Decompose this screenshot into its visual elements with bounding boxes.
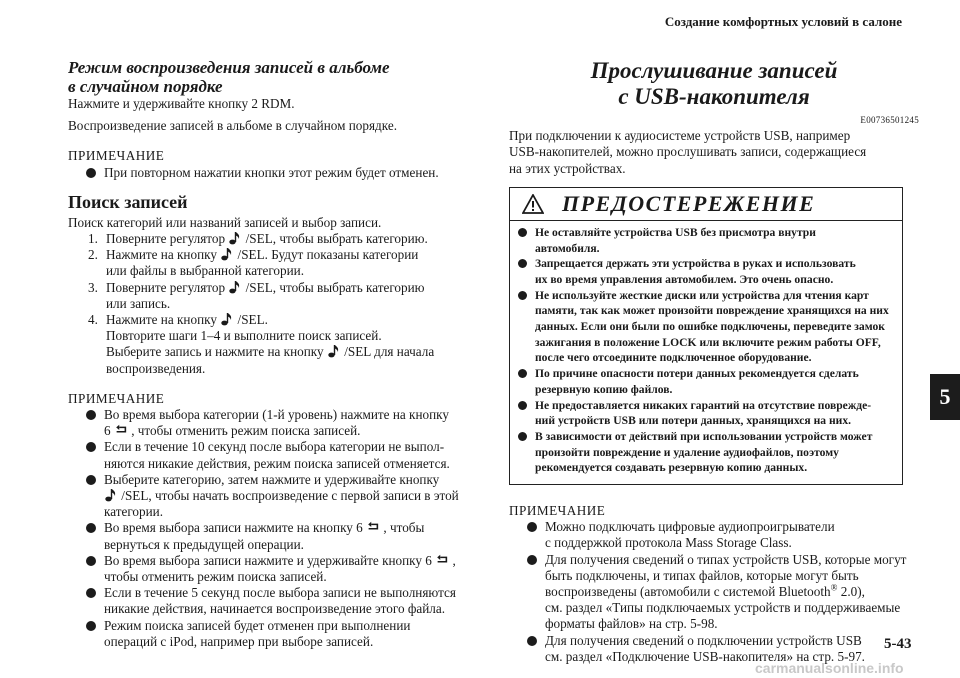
bullet-icon bbox=[518, 432, 527, 441]
note-item: Можно подключать цифровые аудиопроигрыватели с поддержкой протокола Mass Storage Class. bbox=[527, 519, 919, 551]
note-label: ПРИМЕЧАНИЕ bbox=[509, 503, 606, 519]
warning-item: Не оставляйте устройства USB без присмотра внутри автомобиля. bbox=[518, 225, 894, 256]
bullet-icon bbox=[86, 556, 96, 566]
bullet-icon bbox=[86, 168, 96, 178]
step-item: 2. Нажмите на кнопку /SEL. Будут показаны категории или файлы в выбранной категории. bbox=[88, 247, 419, 279]
music-note-icon bbox=[228, 231, 242, 245]
section-code: E00736501245 bbox=[860, 115, 919, 125]
music-note-icon bbox=[220, 247, 234, 261]
back-arrow-icon bbox=[366, 520, 380, 534]
note-label: ПРИМЕЧАНИЕ bbox=[68, 148, 165, 164]
warning-title: ПРЕДОСТЕРЕЖЕНИЕ bbox=[562, 190, 816, 216]
warning-item: В зависимости от действий при использовании устройств может произойти повреждение и удаление аудиофайлов, поэтому рекомендуется создавать резервную копию данных. bbox=[518, 429, 894, 476]
note-item: Если в течение 5 секунд после выбора записи не выполняются никакие действия, начинается воспроизведение этого файла. bbox=[86, 585, 473, 617]
left-column bbox=[68, 58, 473, 650]
note-item: Выберите категорию, затем нажмите и удерживайте кнопку /SEL, чтобы начать воспроизведение с первой записи в этой категории. bbox=[86, 472, 473, 521]
bullet-icon bbox=[86, 588, 96, 598]
bullet-icon bbox=[527, 636, 537, 646]
note-item: Во время выбора записи нажмите и удерживайте кнопку 6 , чтобы отменить режим поиска записей. bbox=[86, 553, 473, 585]
bullet-icon bbox=[518, 401, 527, 410]
music-note-icon bbox=[327, 344, 341, 358]
random-section-title: Режим воспроизведения записей в альбоме в случайном порядке bbox=[68, 58, 390, 96]
music-note-icon bbox=[220, 312, 234, 326]
warning-box bbox=[509, 187, 903, 485]
warning-item: Запрещается держать эти устройства в руках и использовать их во время управления автомобилем. Это очень опасно. bbox=[518, 256, 894, 287]
warning-triangle-icon bbox=[522, 194, 544, 214]
watermark: carmanualsonline.info bbox=[755, 660, 904, 676]
note-item: Для получения сведений о подключении устройств USB см. раздел «Подключение USB-накопителя» на стр. 5-97. bbox=[527, 633, 919, 665]
usb-notes bbox=[509, 519, 919, 665]
search-intro: Поиск категорий или названий записей и выбор записи. bbox=[68, 214, 382, 230]
back-arrow-icon bbox=[435, 553, 449, 567]
bullet-icon bbox=[527, 522, 537, 532]
usb-section-title: Прослушивание записей с USB-накопителя bbox=[590, 58, 838, 109]
search-section-title: Поиск записей bbox=[68, 191, 188, 212]
warning-item: Не предоставляется никаких гарантий на отсутствие поврежде- ний устройств USB или потери данных, хранящихся на них. bbox=[518, 398, 894, 429]
step-item: 4. Нажмите на кнопку /SEL. Повторите шаги 1–4 и выполните поиск записей. Выберите запись и нажмите на кнопку /SEL для начала воспроизведения. bbox=[88, 312, 435, 376]
music-note-icon bbox=[104, 488, 118, 502]
bullet-icon bbox=[86, 442, 96, 452]
right-column bbox=[509, 58, 919, 665]
bullet-icon bbox=[518, 369, 527, 378]
bullet-icon bbox=[86, 523, 96, 533]
chapter-tab: 5 bbox=[930, 374, 960, 420]
bullet-icon bbox=[518, 228, 527, 237]
warning-item: Не используйте жесткие диски или устройства для чтения карт памяти, так как может произойти повреждение хранящихся на них данных. Если они были по ошибке подключены, переведите замок зажигания в положение LOCK или включите режим работы OFF, после чего отсоедините подключенное оборудование. bbox=[518, 288, 894, 367]
back-arrow-icon bbox=[114, 423, 128, 437]
bullet-icon bbox=[518, 291, 527, 300]
bullet-icon bbox=[527, 555, 537, 565]
random-description: Воспроизведение записей в альбоме в случайном порядке. bbox=[68, 118, 397, 134]
running-header: Создание комфортных условий в салоне bbox=[664, 14, 902, 29]
warning-header bbox=[510, 188, 902, 221]
note-item: Во время выбора записи нажмите на кнопку 6 , чтобы вернуться к предыдущей операции. bbox=[86, 520, 473, 552]
warning-item: По причине опасности потери данных рекомендуется сделать резервную копию файлов. bbox=[518, 366, 894, 397]
music-note-icon bbox=[228, 280, 242, 294]
note-item: Если в течение 10 секунд после выбора категории не выпол- няются никакие действия, режим поиска записей отменяется. bbox=[86, 439, 473, 471]
search-notes bbox=[68, 407, 473, 650]
bullet-icon bbox=[518, 259, 527, 268]
bullet-icon bbox=[86, 410, 96, 420]
note-item: Для получения сведений о типах устройств USB, которые могут быть подключены, и типах файлов, которые могут быть воспроизведены (автомобили с системой Bluetooth® 2.0), см. раздел «Типы подключаемых устройств и поддерживаемые форматы файлов» на стр. 5-98. bbox=[527, 552, 919, 633]
note-item: Во время выбора категории (1-й уровень) нажмите на кнопку 6 , чтобы отменить режим поиска записей. bbox=[86, 407, 473, 439]
bullet-icon bbox=[86, 621, 96, 631]
note-item: Режим поиска записей будет отменен при выполнении операций с iPod, например при выборе записей. bbox=[86, 618, 473, 650]
search-steps bbox=[68, 231, 473, 377]
page-number: 5-43 bbox=[884, 636, 912, 652]
bullet-icon bbox=[86, 475, 96, 485]
step-item: 3. Поверните регулятор /SEL, чтобы выбрать категорию или запись. bbox=[88, 279, 425, 311]
note-label: ПРИМЕЧАНИЕ bbox=[68, 390, 165, 406]
note-item: При повторном нажатии кнопки этот режим будет отменен. bbox=[86, 165, 473, 181]
usb-intro: При подключении к аудиосистеме устройств USB, например USB-накопителей, можно прослушивать записи, содержащиеся на этих устройствах. bbox=[509, 128, 867, 176]
step-item: 1. Поверните регулятор /SEL, чтобы выбрать категорию. bbox=[88, 231, 428, 247]
random-instruction: Нажмите и удерживайте кнопку 2 RDM. bbox=[68, 96, 295, 111]
warning-list bbox=[510, 221, 902, 476]
